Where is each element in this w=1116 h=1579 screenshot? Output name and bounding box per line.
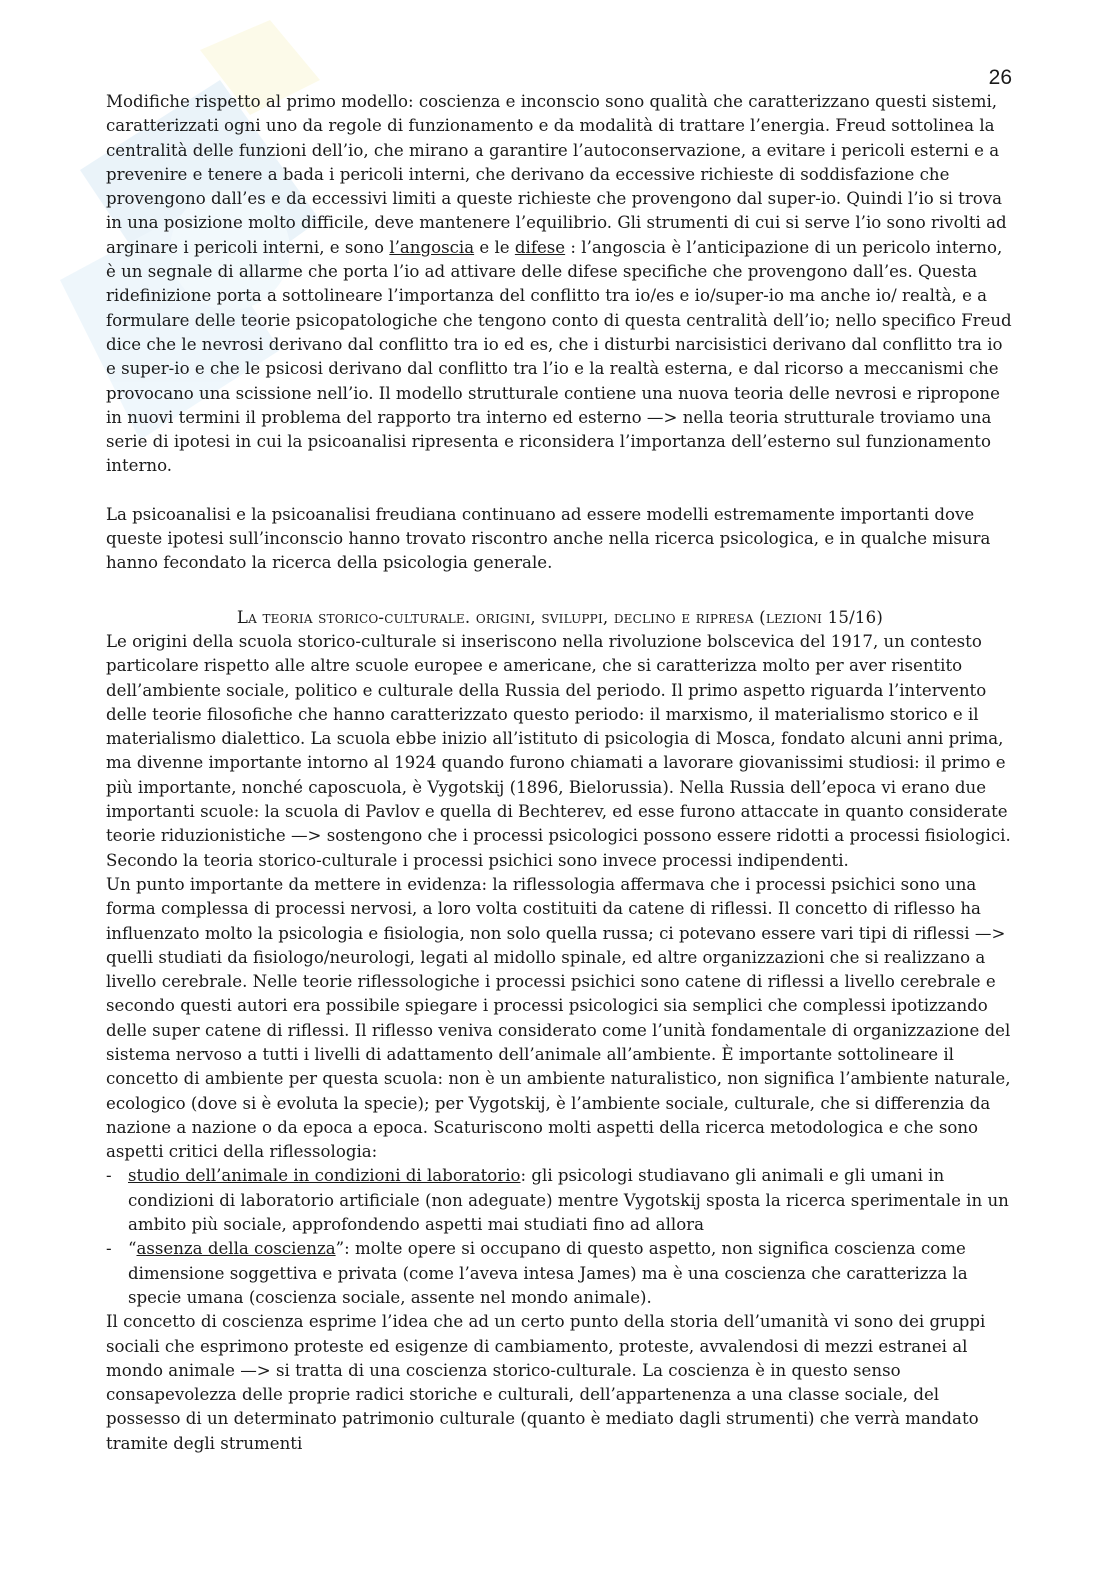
underlined-term: assenza della coscienza bbox=[136, 1239, 336, 1259]
page-content bbox=[106, 90, 1014, 1456]
underlined-term: studio dell’animale in condizioni di laboratorio bbox=[128, 1166, 521, 1186]
paragraph: Le origini della scuola storico-culturale si inseriscono nella rivoluzione bolscevica del 1917, un contesto particolare rispetto alle altre scuole europee e americane, che si caratterizza molto per aver risentito dell’ambiente sociale, politico e culturale della Russia del periodo. Il primo aspetto riguarda l’intervento delle teorie filosofiche che hanno caratterizzato questo periodo: il marxismo, il materialismo storico e il materialismo dialettico. La scuola ebbe inizio all’istituto di psicologia di Mosca, fondato alcuni anni prima, ma divenne importante intorno al 1924 quando furono chiamati a lavorare giovanissimi studiosi: il primo e più importante, nonché caposcuola, è Vygotskij (1896, Bielorussia). Nella Russia dell’epoca vi erano due importanti scuole: la scuola di Pavlov e quella di Bechterev, ed esse furono attaccate in quanto considerate teorie riduzionistiche —> sostengono che i processi psicologici possono essere ridotti a processi fisiologici. Secondo la teoria storico-culturale i processi psichici sono invece processi indipendenti. bbox=[106, 631, 1011, 870]
paragraph: Il concetto di coscienza esprime l’idea che ad un certo punto della storia dell’umanità vi sono dei gruppi sociali che esprimono proteste ed esigenze di cambiamento, proteste, avvalendosi di mezzi estranei al mondo animale —> si tratta di una coscienza storico-culturale. La coscienza è in questo senso consapevolezza delle proprie radici storiche e culturali, dell’appartenenza a una classe sociale, del possesso di un determinato patrimonio culturale (quanto è mediato dagli strumenti) che verrà mandato tramite degli strumenti bbox=[106, 1312, 986, 1453]
bullet-list bbox=[106, 1164, 1014, 1310]
paragraph: Modifiche rispetto al primo modello: coscienza e inconscio sono qualità che caratterizzano questi sistemi, caratterizzati ogni uno da regole di funzionamento e da modalità di trattare l’energia. Freud sottolinea la centralità delle funzioni dell’io, che mirano a garantire l’autoconservazione, a evitare i pericoli esterni e a prevenire e tenere a bada i pericoli interni, che derivano da eccessive richieste di soddisfazione che provengono dall’es e da eccessivi limiti a queste richieste che provengono dal super-io. Quindi l’io si trova in una posizione molto difficile, deve mantenere l’equilibrio. Gli strumenti di cui si serve l’io sono rivolti ad arginare i pericoli interni, e sono l’angoscia e le difese : l’angoscia è l’anticipazione di un pericolo interno, è un segnale di allarme che porta l’io ad attivare delle difese specifiche che provengono dall’es. Questa ridefinizione porta a sottolineare l’importanza del conflitto tra io/es e io/super-io ma anche io/ realtà, e a formulare delle teorie psicopatologiche che tengono conto di questa centralità dell’io; nello specifico Freud dice che le nevrosi derivano dal conflitto tra io ed es, che i disturbi narcisistici derivano dal conflitto tra io e super-io e che le psicosi derivano dal conflitto tra l’io e la realtà esterna, e dal ricorso a meccanismi che provocano una scissione nell’io. Il modello strutturale contiene una nuova teoria delle nevrosi e ripropone in nuovi termini il problema del rapporto tra interno ed esterno —> nella teoria strutturale troviamo una serie di ipotesi in cui la psicoanalisi ripresenta e riconsidera l’importanza dell’esterno sul funzionamento interno. bbox=[106, 92, 1012, 476]
section-heading: La teoria storico-culturale. origini, sviluppi, declino e ripresa (lezioni 15/16) bbox=[236, 607, 884, 627]
bullet-dash: - bbox=[106, 1166, 112, 1186]
page-number: 26 bbox=[988, 66, 1012, 89]
underlined-term-angoscia: l’angoscia bbox=[389, 237, 475, 257]
underlined-term-difese: difese bbox=[514, 237, 566, 257]
bullet-dash: - bbox=[106, 1239, 112, 1259]
list-item: - “assenza della coscienza”: molte opere si occupano di questo aspetto, non significa coscienza come dimensione soggettiva e privata (come l’aveva intesa James) ma è una coscienza che caratterizza la specie umana (coscienza sociale, assente nel mondo animale). bbox=[106, 1239, 968, 1307]
paragraph: Un punto importante da mettere in evidenza: la riflessologia affermava che i processi psichici sono una forma complessa di processi nervosi, a loro volta costituiti da catene di riflessi. Il concetto di riflesso ha influenzato molto la psicologia e fisiologia, non solo quella russa; ci potevano essere vari tipi di riflessi —> quelli studiati da fisiologo/neurologi, legati al midollo spinale, ed altre organizzazioni che si realizzano a livello cerebrale. Nelle teorie riflessologiche i processi psichici sono catene di riflessi a livello cerebrale e secondo questi autori era possibile spiegare i processi psicologici sia semplici che complessi ipotizzando delle super catene di riflessi. Il riflesso veniva considerato come l’unità fondamentale di organizzazione del sistema nervoso a tutti i livelli di adattamento dell’animale all’ambiente. È importante sottolineare il concetto di ambiente per questa scuola: non è un ambiente naturalistico, non significa l’ambiente naturale, ecologico (dove si è evoluta la specie); per Vygotskij, è l’ambiente sociale, culturale, che si differenzia da nazione a nazione o da epoca a epoca. Scaturiscono molti aspetti della ricerca metodologica e che sono aspetti critici della riflessologia: bbox=[106, 874, 1011, 1162]
paragraph: La psicoanalisi e la psicoanalisi freudiana continuano ad essere modelli estremamente importanti dove queste ipotesi sull’inconscio hanno trovato riscontro anche nella ricerca psicologica, e in qualche misura hanno fecondato la ricerca della psicologia generale. bbox=[106, 504, 991, 573]
list-item: - studio dell’animale in condizioni di laboratorio: gli psicologi studiavano gli animali e gli umani in condizioni di laboratorio artificiale (non adeguate) mentre Vygotskij sposta la ricerca sperimentale in un ambito più sociale, approfondendo aspetti mai studiati fino ad allora bbox=[106, 1166, 1009, 1235]
